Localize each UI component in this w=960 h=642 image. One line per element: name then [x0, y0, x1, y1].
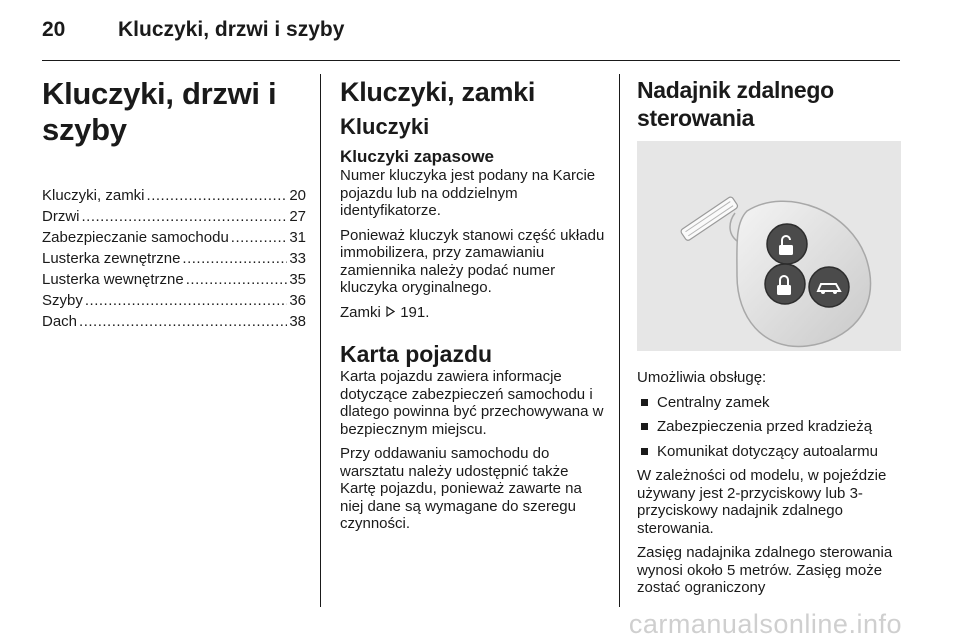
remote-key-illustration — [637, 141, 901, 351]
paragraph: Zasięg nadajnika zdalnego sterowania wynosi około 5 metrów. Zasięg może zostać ograniczony — [637, 544, 893, 596]
reference-arrow-icon — [386, 304, 395, 322]
watermark: carmanualsonline.info — [628, 609, 902, 639]
paragraph: Numer kluczyka jest podany na Karcie pojazdu lub na oddzielnym identyfikatorze. — [340, 167, 596, 219]
paragraph: W zależności od modelu, w pojeździe używany jest 2-przyciskowy lub 3-przyciskowy nadajnik zdalnego sterowania. — [637, 467, 887, 537]
section-title: Kluczyki, zamki — [340, 77, 536, 107]
paragraph: Karta pojazdu zawiera informacje dotyczące zabezpieczeń samochodu i dlatego powinna być przechowywana w bezpiecznym miejscu. — [340, 368, 604, 438]
cross-reference-link[interactable]: 191. — [400, 303, 430, 321]
cross-reference: Zamki 191. — [340, 303, 430, 321]
page-number: 20 — [42, 18, 66, 41]
list-item: Komunikat dotyczący autoalarmu — [637, 443, 903, 461]
toc-item-roof[interactable]: Dach ..... 38 — [42, 311, 306, 332]
subsection-title: Kluczyki — [340, 114, 430, 139]
bullet-square-icon — [641, 399, 648, 406]
paragraph: Przy oddawaniu samochodu do warsztatu należy udostępnić także Kartę pojazdu, ponieważ zawarte na niej dane są wymagane do szeregu czynności. — [340, 445, 582, 532]
toc-item-doors[interactable]: Drzwi ..... 27 — [42, 206, 306, 227]
paragraph: Umożliwia obsługę: — [637, 369, 767, 386]
table-of-contents — [42, 185, 306, 332]
column-divider-2 — [619, 74, 620, 607]
toc-item-exterior-mirrors[interactable]: Lusterka zewnętrzne ..... 33 — [42, 248, 306, 269]
chapter-title: Kluczyki, drzwi i szyby — [42, 76, 277, 147]
toc-item-windows[interactable]: Szyby ..... 36 — [42, 290, 306, 311]
bullet-square-icon — [641, 423, 648, 430]
middle-column — [340, 76, 606, 540]
list-item: Centralny zamek — [637, 394, 903, 412]
right-column — [637, 76, 903, 604]
toc-item-interior-mirrors[interactable]: Lusterka wewnętrzne ..... 35 — [42, 269, 306, 290]
running-title: Kluczyki, drzwi i szyby — [118, 18, 345, 41]
subsection-title: Karta pojazdu — [340, 341, 493, 367]
page-header — [42, 18, 900, 48]
toc-item-keys[interactable]: Kluczyki, zamki ..... 20 — [42, 185, 306, 206]
subsubsection-title: Kluczyki zapasowe — [340, 147, 495, 166]
column-divider-1 — [320, 74, 321, 607]
left-column — [42, 76, 306, 332]
list-item: Zabezpieczenia przed kradzieżą — [637, 418, 903, 436]
key-fob-icon — [637, 141, 901, 351]
toc-item-security[interactable]: Zabezpieczanie samochodu ..... 31 — [42, 227, 306, 248]
section-title: Nadajnik zdalnego sterowania — [637, 77, 834, 131]
paragraph: Ponieważ kluczyk stanowi część układu immobilizera, przy zamawianiu zamiennika należy podać numer kluczyka oryginalnego. — [340, 226, 605, 296]
feature-list — [637, 394, 903, 461]
bullet-square-icon — [641, 448, 648, 455]
header-rule — [42, 60, 900, 61]
